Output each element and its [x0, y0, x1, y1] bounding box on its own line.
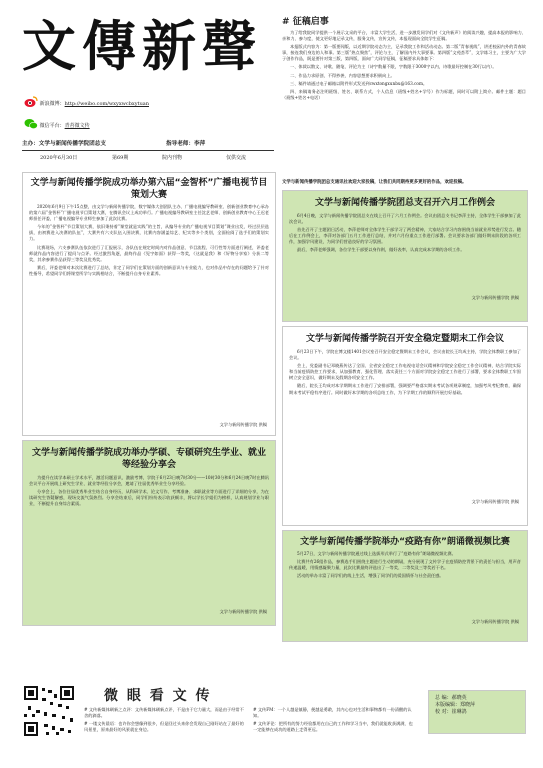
weiyan-item: # 文传FM：一个人越是镇静，便越是勇敢，其内心也对生活和事物都有一份清醒的认知。 — [253, 707, 412, 719]
staff-line: 校 对：崔琳鸽 — [435, 708, 467, 715]
weibo-link[interactable]: http://weibo.com/wxyxwcbxytuan — [64, 100, 149, 107]
wechat-label: 微信平台： — [39, 122, 65, 129]
notice-title: 征稿启事 — [292, 17, 329, 27]
notice-para: 本报版式内容为：第一版要闻版，以近期学院动态为主，记录我院工作和活动动态。第二版“青春视线”，讲述校园内外的青春故事，接连我们身边的人和事。第三版“热点聚焦”，评论与主，了解国内外大事要事。第四版“文苑荟萃”，文学练习主，主要为广大学子创作作品，既是要针对第三版，第四版，面向广大同学征稿，征稿要求具体如下： — [282, 44, 526, 62]
staff-line: 本版编辑：郑晓萍 — [435, 701, 476, 708]
article-recitation — [282, 530, 528, 642]
article-para: 分享会上，各位往届优秀毕业生结合自身经历，从科研学术、论文写作、考博准备、求职就业等方面进行了详细的分享，为在读研究生答疑解惑，现场交流气氛热烈。分享会结束后，同学们纷纷表示收获颇丰，将以学长学姐们为榜样，认真规划学业与职业，不断提升自身综合素质。 — [29, 489, 269, 507]
notice-para: 为了给我院同学提供一个展示文采的平台，丰富大学生活，进一步激发同学们对《文传新声》的阅读兴趣，提高本报的影响力、亲和力、参与度，使文更好地记录文传，服务文传，宣传文传，本报现面向全院学生征稿。 — [282, 30, 526, 42]
article-june-meeting — [282, 190, 528, 322]
weiyan-section — [84, 688, 414, 750]
wechat-icon — [24, 118, 38, 133]
article-title: 文学与新闻传播学院召开安全稳定暨期末工作会议 — [305, 334, 504, 344]
article-title: 文学与新闻传播学院成功举办第六届“金智杯”广播电视节目策划大赛 — [30, 178, 268, 200]
hash-icon: # — [84, 721, 88, 727]
wechat-name[interactable]: 青苔微文传 — [64, 122, 90, 129]
article-credit: 文学与新闻传播学院 供稿 — [219, 609, 267, 614]
weibo-row — [24, 96, 274, 110]
article-para: 随后，院长王均成对本学期期末工作进行了安排部署，强调要严格落实期末考试各项规章制度，加强考风考纪教育，确保期末考试平稳有序进行。同时做好本学期的各项总结工作，为下学期工作的顺利开展打好基础。 — [289, 383, 521, 395]
notice-para: 三、稿件请通过电子邮箱以附件形式发送到cwxtongxunbu@163.com。 — [290, 80, 428, 86]
weiyan-item: # 一缕文传晨语：也许你会想像到很多，但是回过头来你会发现自己刚好站在了最好的风景里，原来最好的风景就在身边。 — [84, 721, 244, 733]
article-para: 比赛共有26组作品，参赛选手们围绕主题进行生动的朗诵，充分展现了文传学子在疫情防控背景下的责任与担当，用声音传递温暖，用情感凝聚力量，此次比赛最终评选出了一等奖、二等奖及三等奖若干名。 — [289, 559, 521, 571]
masthead-logo: 文傳新聲 — [22, 14, 262, 78]
article-credit: 文学与新闻传播学院 供稿 — [219, 422, 267, 427]
issue-number: 第69期 — [112, 155, 129, 161]
article-credit: 文学与新闻传播学院 供稿 — [471, 619, 519, 624]
article-para: 5月27日，文学与新闻传播学院通过线上选拔形式举行了“疫路有你”朗诵微视频比赛。 — [297, 551, 456, 556]
article-para: 2020年6月9日下午15点整，由文学与新闻传播学院，数字媒体大创团队主办、广播电视编导教研室、创新创业教育中心承办的第六届“金智杯”广播电视节目策划大赛，在腾讯会议上成功举行。广播电视编导教研室主任沈艺老师、创新创业教育中心王迟老师担任评委，广播电视编导专业师生参加了此次比赛。 — [29, 204, 269, 222]
article-golden-cup — [22, 172, 276, 436]
qr-code — [22, 684, 76, 738]
notice-para: 二、作品力求原创，不得抄袭，内容思想要求积极向上。 — [290, 72, 395, 78]
article-para: 最后，李萍老师强调，各位学生干部要以身作则，做好表率，认真完成本学期的各项工作。 — [297, 247, 465, 253]
notice-para: 四、来稿请务必注明班级、姓名、联系方式，个人信息（班级+姓名+学号）作为标题，同时可以附上简介。邮件主题：题目（班级+姓名+电话） — [282, 88, 526, 100]
weibo-icon — [24, 96, 38, 111]
staff-box — [428, 690, 526, 734]
article-graduate-sharing — [22, 440, 276, 626]
article-title: 文学与新闻传播学院成功举办学硕、专硕研究生学业、就业等经验分享会 — [31, 448, 266, 470]
article-para: 比赛现场，六支参赛队伍依次进行了汇报展示，各队伍在规定时间内对作品创意、节目流程、可行性等方面进行阐述，评委老师就作品内容进行了提问与点评。经过激烈角逐，最终作品《见字如面》获得一等奖，《这就是我》和《好物分享家》分获二等奖，其余参赛作品获得三等奖及优秀奖。 — [29, 244, 269, 262]
article-para: 6月4日晚，文学与新闻传播学院团总支在线上召开了六月工作例会。会议由团总支书记李萍主持，全体学生干部参加了此次会议。 — [289, 213, 521, 225]
hash-icon: # — [253, 707, 257, 712]
article-para: 会上，党委副书记邓晓燕传达了全国、全省安全稳定工作电视电话会议精神和学院安全稳定工作会议精神，结合学院实际和当前疫情防控工作要求，从加强教育、强化管理、落实责任三个方面对学院安全稳定工作进行了部署，要求全体教职工牢固树立安全意识，做好期末及假期各项安全工作。 — [289, 363, 521, 381]
article-para: 活动的举办丰富了同学们的线上生活，增强了同学们的爱国情怀与社会责任感。 — [297, 573, 444, 579]
staff-line: 总 编：郝晓英 — [435, 695, 467, 701]
article-para: 首先召开了主题团日活动，李萍老师对全体学生干部学习了两会精神，大家结合学习内容围绕当前就业形势进行发言。随后在工作例会上，李萍对各部门五月工作进行总结，并对六月份重点工作进行部署。会议要求各部门做好期末阶段的各项工作，加强学风建设，为同学们营造良好的学习氛围。 — [289, 227, 521, 245]
wechat-row — [24, 118, 274, 132]
issue-note: 仅供交流 — [226, 155, 247, 161]
weiyan-item: # 文传新媒体刷新之点评：文传新媒体刷新点评，不是由于它力量大，而是由于经常不舍的滴落。 — [84, 707, 244, 719]
issue-date: 2020年6月30日 — [40, 155, 78, 161]
hash-icon: # — [253, 721, 257, 727]
article-para: 为提升在读学本硕士学术水平，激活问题意识，激励考博，学院于6月23日晚7时30分——10时30分和6月24日晚7时在腾讯会议平台开展线上研究生学业、就业等经验分享会，邀请了往届优秀毕业生分享经验。 — [29, 475, 269, 487]
weibo-label: 新浪微博： — [39, 100, 65, 107]
article-para: 赛后，评委老师对本次比赛进行了总结，肯定了同学们在策划方面的创新意识与专业能力，也对作品中存在的问题给予了针对性指导，希望同学们将课堂所学与实践相结合，不断提升自身专业素养。 — [29, 264, 269, 276]
notice-footer: 文学与新闻传播学院团总支通讯社欢迎大家投稿，让我们共同期待更多更好的作品，欢迎投稿。 — [282, 180, 467, 185]
article-title: 文学与新闻传播学院团总支召开六月工作例会 — [314, 198, 495, 208]
article-credit: 文学与新闻传播学院 供稿 — [471, 295, 519, 300]
hash-icon: # — [84, 707, 88, 712]
hash-icon: # — [282, 17, 290, 27]
article-safety-meeting — [282, 326, 528, 526]
advisor-line: 指导老师：李萍 — [166, 141, 206, 147]
article-para: 今年的“金智杯”节目策划大赛，依旧秉持着“课堂就是实践”的主旨，从编导专业的广播电视节目策划“课业出发，经过层层选拔，由初赛进入决赛的队伍”，大赛共有六支队伍入围决赛，比赛内容涵盖综艺、纪实等多个类别，全面检阅了选手们的策划实力。 — [29, 224, 269, 242]
article-title: 文学与新闻传播学院举办“疫路有你”朗诵微视频比赛 — [300, 537, 510, 547]
weiyan-title: 微 眼 看 文 传 — [104, 688, 212, 704]
article-credit: 文学与新闻传播学院 供稿 — [471, 499, 519, 504]
notice-para: 一、体裁以散文、诗歌、随笔、评论为主（诗字数量不限，字数限于3000字以内，诗歌最好控制在30行以内）。 — [290, 64, 497, 70]
issue-scope: 院内刊物 — [162, 155, 183, 161]
masthead-divider — [22, 150, 274, 151]
sponsor-line: 主办：文学与新闻传播学院团总支 — [22, 141, 106, 147]
weiyan-item: # 文传评论：把所有的努力经验都用在自己的工作和学习当中，我们就能收获满满，也一定能够在成功的道路上走得更远。 — [253, 721, 413, 733]
article-para: 6月23日下午，学院在博文楼1401会议室召开安全稳定暨期末工作会议，会议由院长王均成主持，学院全体教职工参加了会议。 — [289, 349, 521, 361]
notice-panel — [282, 16, 526, 186]
